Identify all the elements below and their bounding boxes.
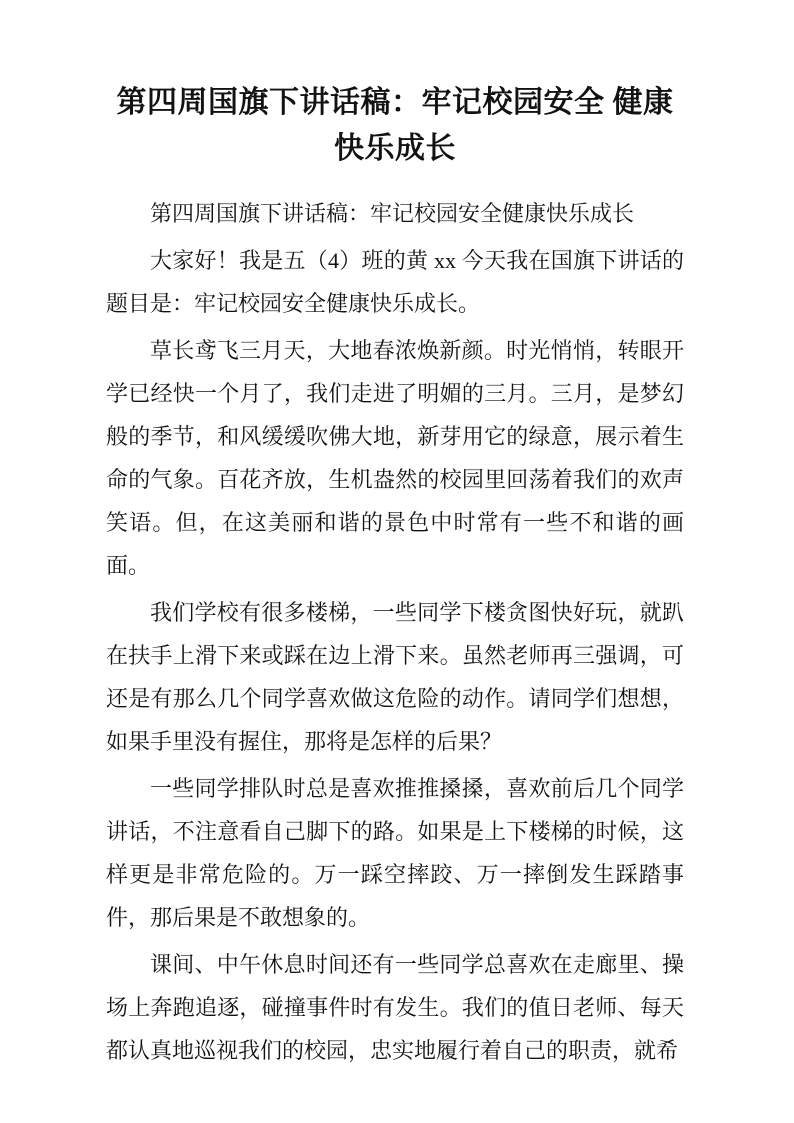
paragraph-corridor-running: 课间、中午休息时间还有一些同学总喜欢在走廊里、操场上奔跑追逐，碰撞事件时有发生。我们的值日老师、每天都认真地巡视我们的校园，忠实地履行着自己的职责，就希 xyxy=(106,952,684,1063)
paragraph-subtitle: 第四周国旗下讲话稿：牢记校园安全健康快乐成长 xyxy=(150,201,635,226)
paragraph-stair-sliding: 我们学校有很多楼梯，一些同学下楼贪图快好玩，就趴在扶手上滑下来或踩在边上滑下来。虽然老师再三强调，可还是有那么几个同学喜欢做这危险的动作。请同学们想想，如果手里没有握住，那将是怎样的后果？ xyxy=(106,600,684,754)
document-title: 第四周国旗下讲话稿：牢记校园安全 健康快乐成长 xyxy=(116,86,674,165)
paragraph-queue-pushing: 一些同学排队时总是喜欢推推搡搡，喜欢前后几个同学讲话，不注意看自己脚下的路。如果是上下楼梯的时候，这样更是非常危险的。万一踩空摔跤、万一摔倒发生踩踏事件，那后果是不敢想象的。 xyxy=(106,776,684,930)
paragraph-greeting: 大家好！我是五（4）班的黄 xx 今天我在国旗下讲话的题目是：牢记校园安全健康快乐成长。 xyxy=(106,248,684,316)
paragraph-spring-scene: 草长鸢飞三月天，大地春浓焕新颜。时光悄悄，转眼开学已经快一个月了，我们走进了明媚的三月。三月，是梦幻般的季节，和风缓缓吹佛大地，新芽用它的绿意，展示着生命的气象。百花齐放，生机盎然的校园里回荡着我们的欢声笑语。但，在这美丽和谐的景色中时常有一些不和谐的画面。 xyxy=(106,338,684,578)
